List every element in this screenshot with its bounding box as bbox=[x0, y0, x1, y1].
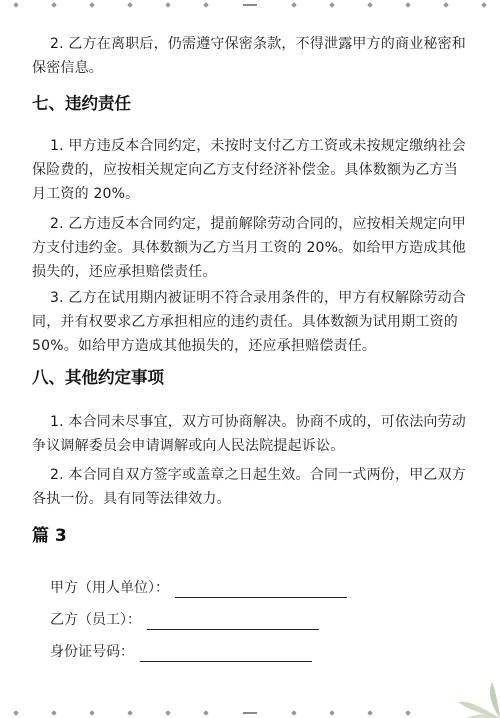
paragraph-8-2 bbox=[32, 463, 468, 511]
paragraph-text: 1. 本合同未尽事宜，双方可协商解决。协商不成的，可依法向劳动争议调解委员会申请调解或向人民法院提起诉讼。 bbox=[32, 414, 467, 454]
bottom-decorative-border bbox=[0, 708, 500, 718]
corner-leaf-decoration bbox=[430, 678, 500, 718]
paragraph-7-2 bbox=[32, 212, 468, 284]
signature-blank-line[interactable] bbox=[140, 647, 312, 662]
paragraph-text: 2. 乙方违反本合同约定，提前解除劳动合同的，应按相关规定向甲方支付违约金。具体数额为乙方当月工资的 20%。如给甲方造成其他损失的，还应承担赔偿责任。 bbox=[32, 216, 467, 280]
paragraph-confidentiality-2 bbox=[32, 32, 468, 80]
paragraph-text: 3. 乙方在试用期内被证明不符合录用条件的，甲方有权解除劳动合同，并有权要求乙方承担相应的违约责任。具体数额为试用期工资的 50%。如给甲方造成其他损失的，还应承担赔偿责任。 bbox=[32, 290, 467, 354]
section-heading-8: 八、其他约定事项 bbox=[32, 368, 164, 387]
paragraph-8-1 bbox=[32, 410, 468, 458]
signature-label: 身份证号码： bbox=[50, 644, 134, 660]
signature-blank-line[interactable] bbox=[175, 583, 347, 598]
signature-id-number bbox=[50, 642, 312, 662]
top-decorative-border bbox=[0, 0, 500, 10]
signature-party-a bbox=[50, 578, 347, 598]
paragraph-text: 1. 甲方违反本合同约定，未按时支付乙方工资或未按规定缴纳社会保险费的，应按相关规定向乙方支付经济补偿金。具体数额为乙方当月工资的 20%。 bbox=[32, 138, 467, 202]
paragraph-7-1 bbox=[32, 134, 468, 206]
signature-label: 乙方（员工）： bbox=[50, 612, 141, 628]
signature-blank-line[interactable] bbox=[147, 615, 319, 630]
signature-party-b bbox=[50, 610, 319, 630]
paragraph-text: 2. 本合同自双方签字或盖章之日起生效。合同一式两份，甲乙双方各执一份。具有同等法律效力。 bbox=[32, 467, 467, 507]
signature-label: 甲方（用人单位）： bbox=[50, 580, 169, 596]
paragraph-7-3 bbox=[32, 286, 468, 358]
part-3-heading: 篇 3 bbox=[32, 526, 67, 546]
paragraph-text: 2. 乙方在离职后，仍需遵守保密条款，不得泄露甲方的商业秘密和保密信息。 bbox=[32, 36, 467, 76]
section-heading-7: 七、违约责任 bbox=[32, 94, 131, 113]
